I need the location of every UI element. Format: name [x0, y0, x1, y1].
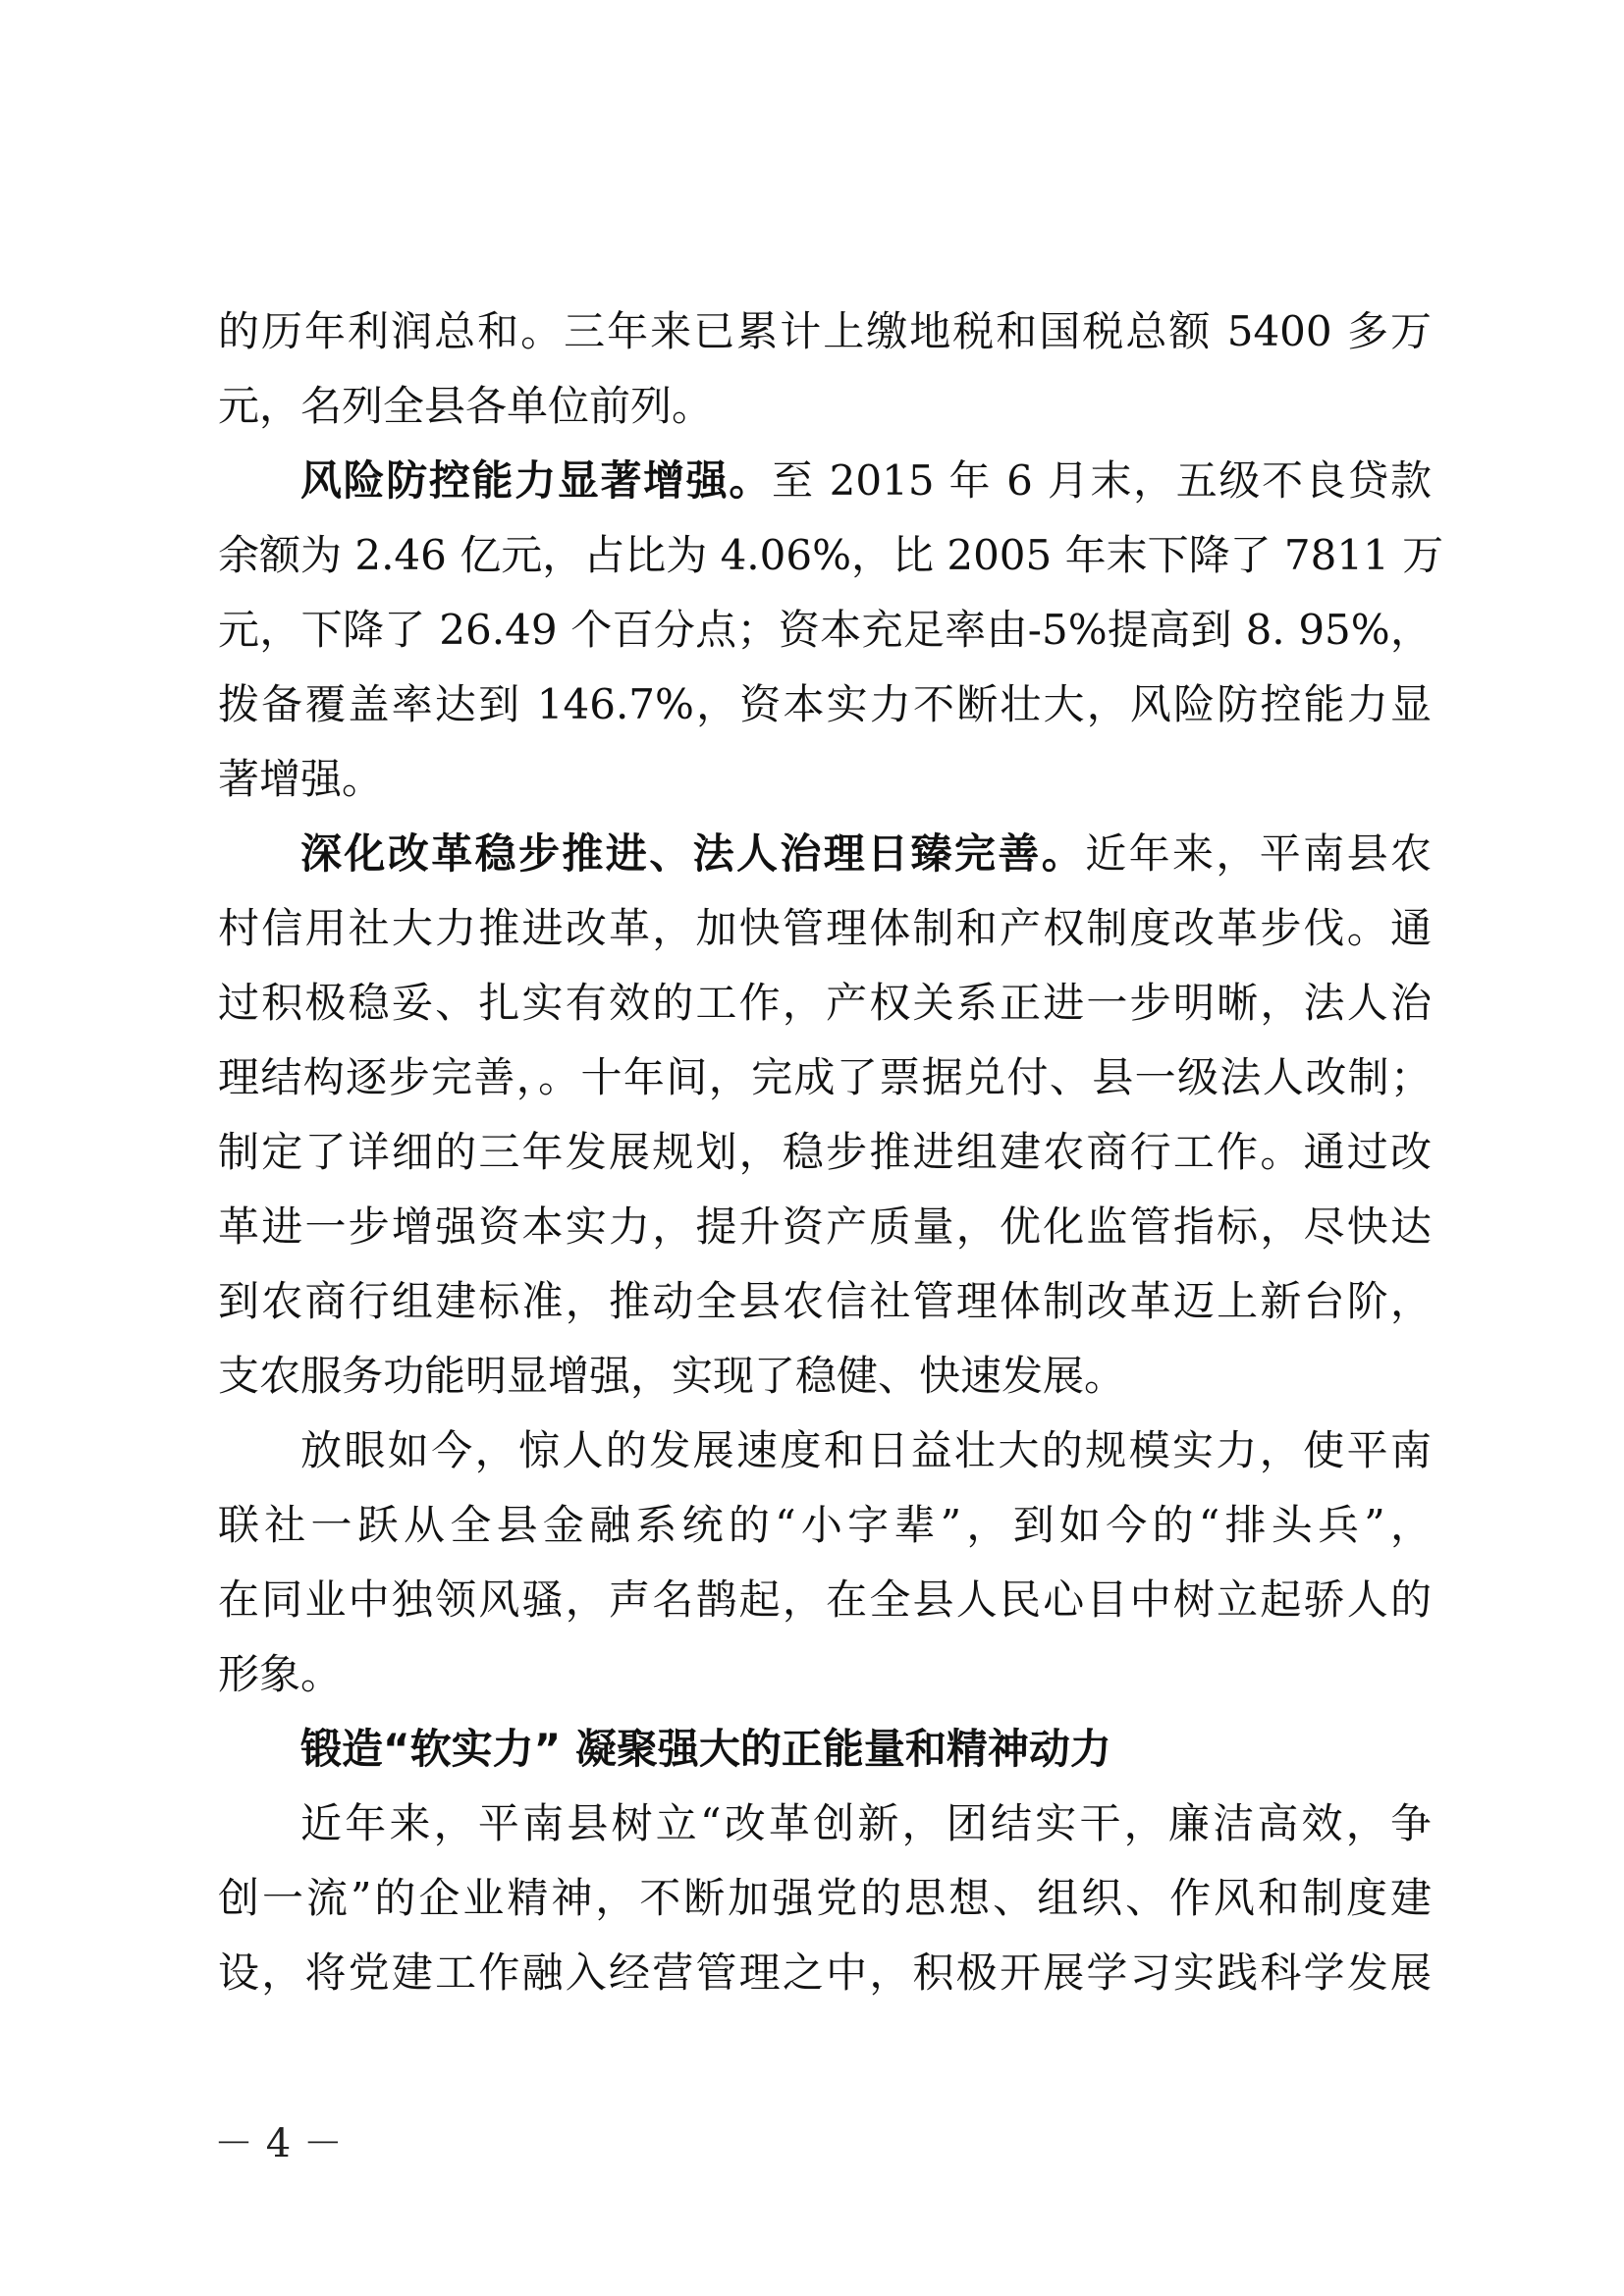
- text-line: 元，下降了 26.49 个百分点；资本充足率由-5%提高到 8. 95%，: [218, 606, 1432, 654]
- text-line: 创一流”的企业精神，不断加强党的思想、组织、作风和制度建: [218, 1874, 1432, 1922]
- text-line: 在同业中独领风骚，声名鹊起，在全县人民心目中树立起骄人的: [218, 1575, 1432, 1624]
- text-line: 拨备覆盖率达到 146.7%，资本实力不断壮大，风险防控能力显: [218, 680, 1432, 728]
- text-line: 余额为 2.46 亿元，占比为 4.06%，比 2005 年末下降了 7811 万: [218, 531, 1444, 579]
- text-line: 著增强。: [218, 755, 384, 803]
- text-line: [218, 817, 1432, 891]
- text-line: 形象。: [218, 1650, 343, 1698]
- document-body: [218, 294, 1444, 2010]
- text-line: 近年来，平南县树立“改革创新，团结实干，廉洁高效，争: [300, 1799, 1432, 1847]
- text-line: [218, 444, 1432, 518]
- section-heading: 锻造“软实力” 凝聚强大的正能量和精神动力: [300, 1725, 1111, 1773]
- text-line: 过积极稳妥、扎实有效的工作，产权关系正进一步明晰，法人治: [218, 979, 1432, 1027]
- page-number: － 4 －: [214, 2121, 343, 2166]
- text-line: 支农服务功能明显增强，实现了稳健、快速发展。: [218, 1352, 1126, 1400]
- text-line: 理结构逐步完善，。十年间，完成了票据兑付、县一级法人改制；: [218, 1053, 1432, 1101]
- text-line: 联社一跃从全县金融系统的“小字辈”，到如今的“排头兵”，: [218, 1501, 1432, 1549]
- text-span: 至 2015 年 6 月末，五级不良贷款: [772, 456, 1432, 505]
- text-span: 近年来，平南县农: [1085, 829, 1432, 878]
- paragraph-lead: 深化改革稳步推进、法人治理日臻完善。: [300, 829, 1086, 878]
- text-line: 元，名列全县各单位前列。: [218, 382, 714, 430]
- text-line: 设，将党建工作融入经营管理之中，积极开展学习实践科学发展: [218, 1949, 1432, 1997]
- text-line: 到农商行组建标准，推动全县农信社管理体制改革迈上新台阶，: [218, 1277, 1432, 1325]
- text-line: 制定了详细的三年发展规划，稳步推进组建农商行工作。通过改: [218, 1128, 1432, 1176]
- paragraph-lead: 风险防控能力显著增强。: [300, 456, 773, 505]
- text-line: 村信用社大力推进改革，加快管理体制和产权制度改革步伐。通: [218, 904, 1432, 952]
- text-line: 的历年利润总和。三年来已累计上缴地税和国税总额 5400 多万: [218, 307, 1432, 355]
- text-line: 放眼如今，惊人的发展速度和日益壮大的规模实力，使平南: [300, 1426, 1432, 1474]
- text-line: 革进一步增强资本实力，提升资产质量，优化监管指标，尽快达: [218, 1202, 1432, 1251]
